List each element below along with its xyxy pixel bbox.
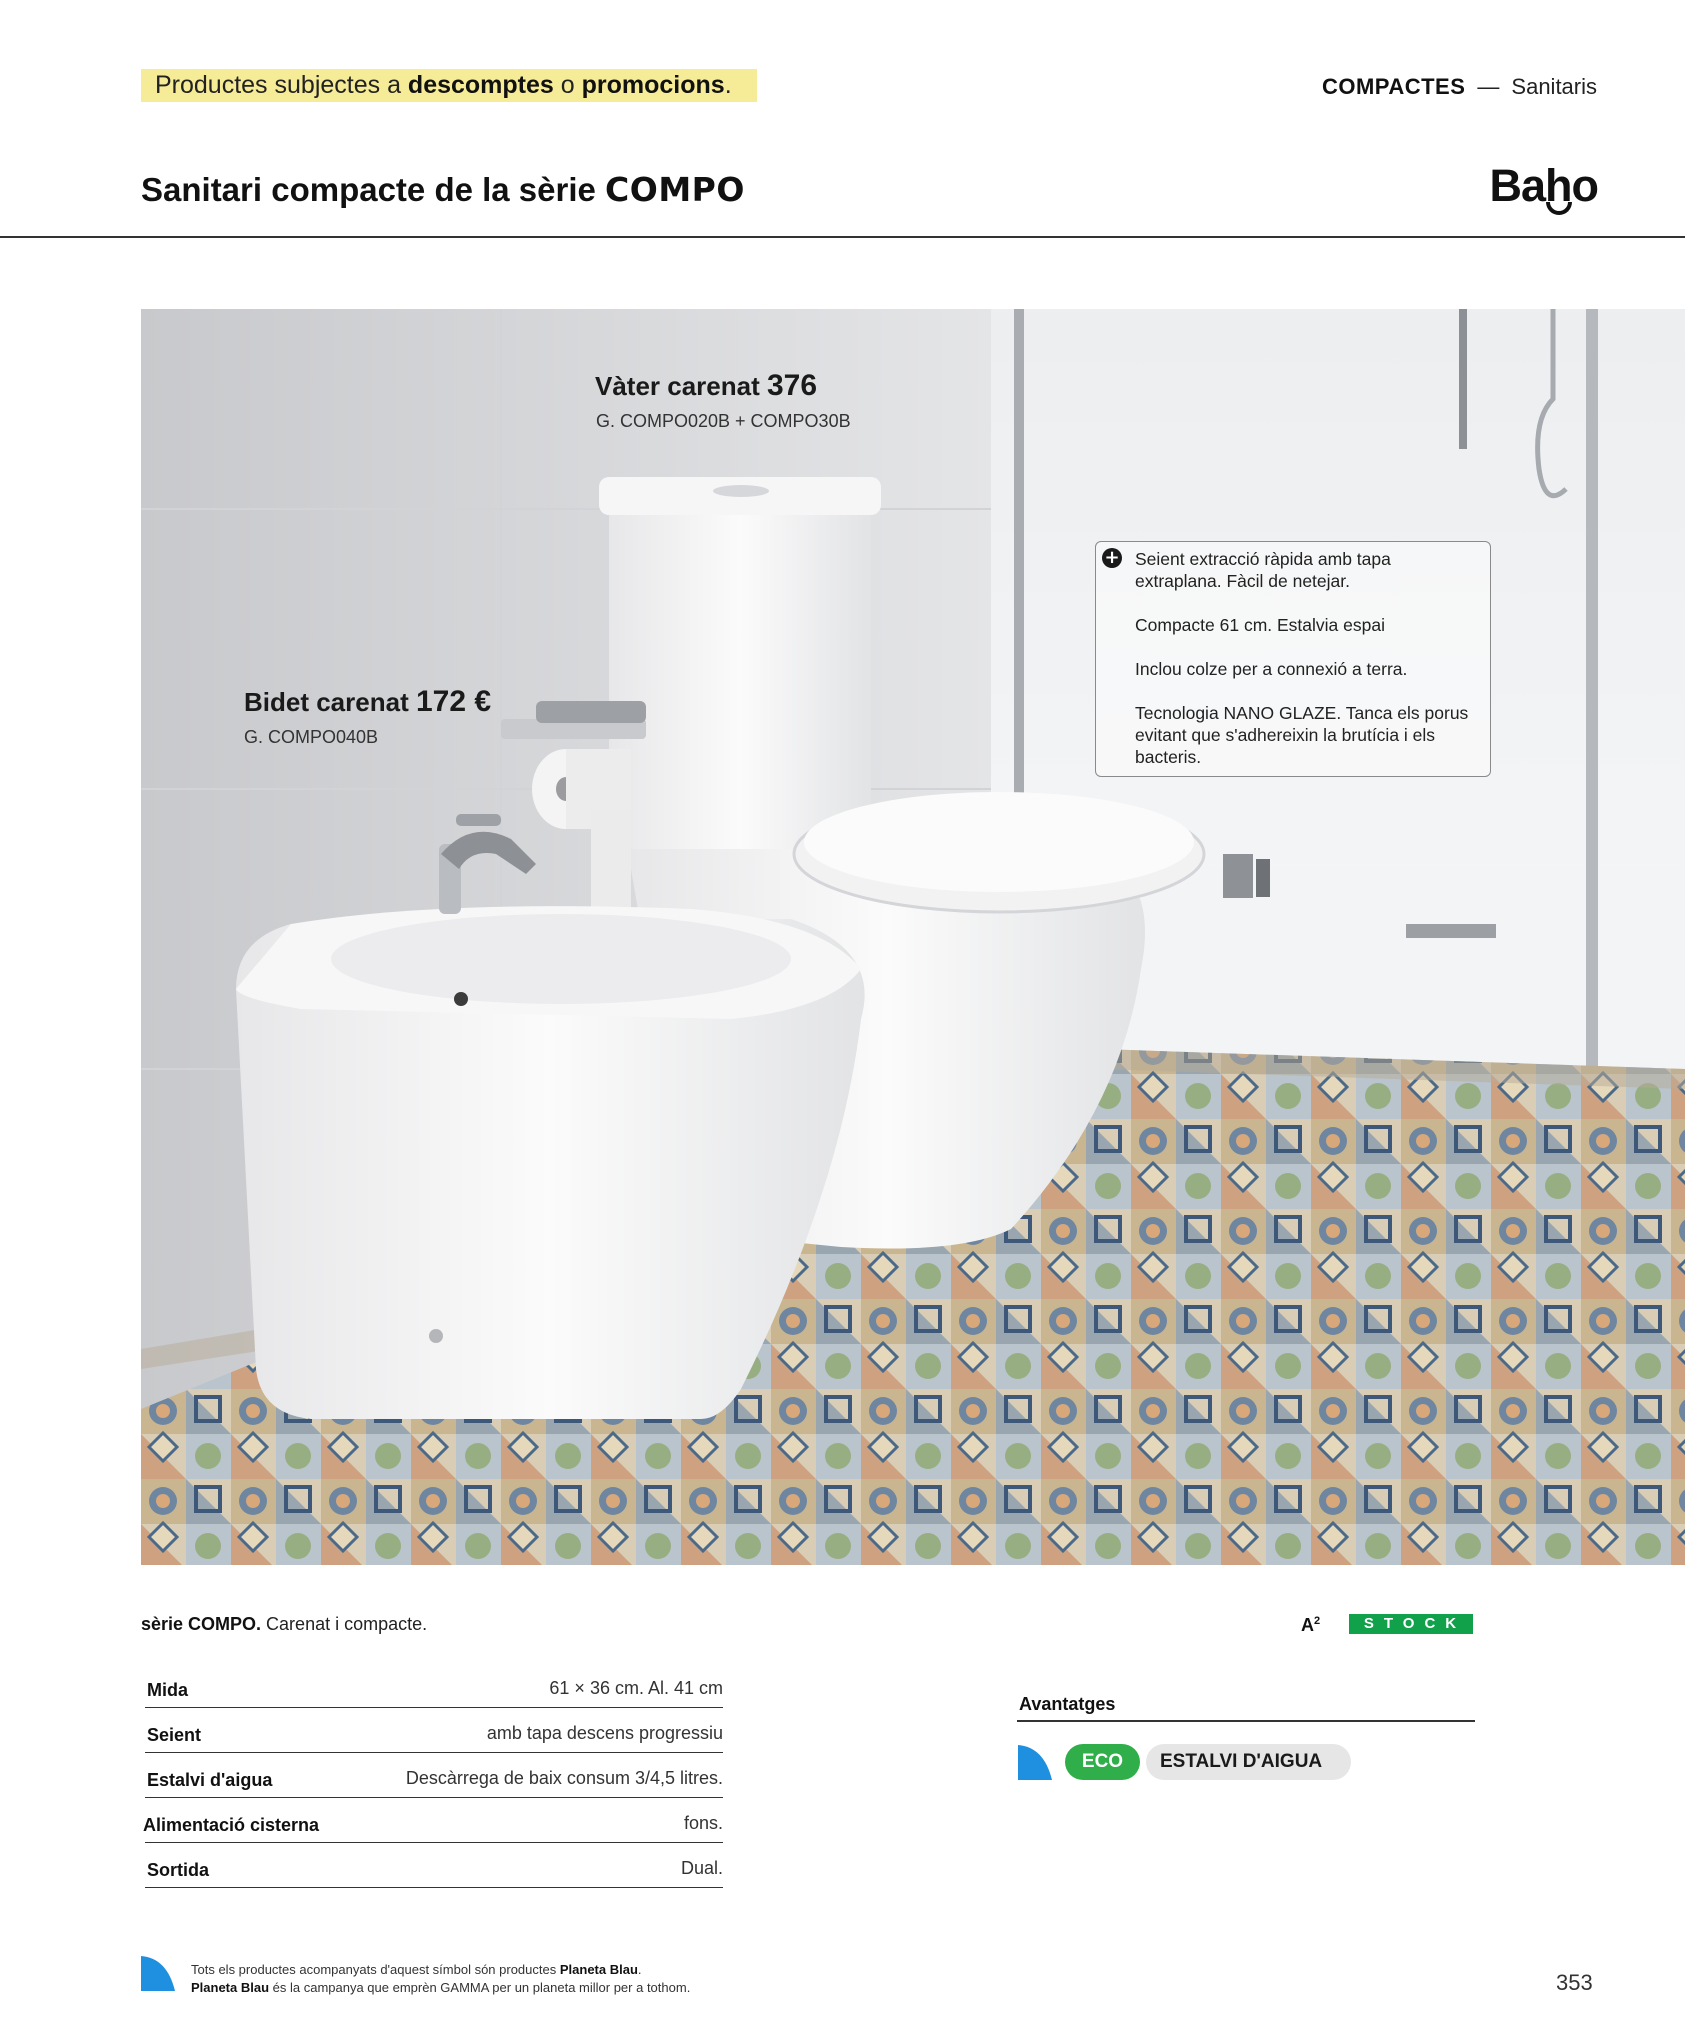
energy-sup: 2 [1314,1615,1321,1627]
energy-label: A [1301,1615,1314,1635]
advantages-title: Avantatges [1019,1694,1116,1714]
spec-label: Sortida [147,1860,210,1880]
spec-row [145,1798,723,1843]
bidet-code: G. COMPO040B [244,727,379,747]
water-saving-badge: ESTALVI D'AIGUA [1146,1744,1351,1780]
stock-badge: STOCK [1349,1614,1473,1634]
plus-circle-icon: + [1102,548,1122,568]
spec-row [145,1753,723,1798]
feature-item: Inclou colze per a connexió a terra. [1135,659,1408,679]
feature-item: Seient extracció ràpida amb tapa extraplana. Fàcil de netejar. [1135,549,1391,591]
planeta-blau-icon [141,1956,175,1991]
feature-item: Compacte 61 cm. Estalvia espai [1135,615,1385,635]
bidet-name: Bidet carenat [244,687,409,717]
spec-label: Mida [147,1680,189,1700]
spec-value: Descàrrega de baix consum 3/4,5 litres. [405,1768,723,1788]
footer-note [191,1961,690,1997]
footer-line-1 [191,1961,690,1979]
product-photo [141,309,1685,1565]
toilet-name: Vàter carenat [595,371,760,401]
promo-prefix: Productes subjectes a [155,71,408,99]
spec-row [145,1663,723,1708]
brand-logo: Baho [1489,160,1598,211]
spec-label: Seient [147,1725,202,1745]
toilet-product-name [595,369,817,403]
section-main: COMPACTES [1321,74,1466,99]
toilet-code: G. COMPO020B + COMPO30B [596,411,851,431]
section-dash: — [1477,74,1500,99]
promo-mid: o [553,71,582,99]
series-caption [141,1614,427,1635]
spec-row [145,1708,723,1753]
promo-suffix: . [724,71,732,99]
page-title [141,170,745,209]
promo-banner [141,69,757,102]
spec-row [145,1843,723,1888]
footer-line-2-text: és la campanya que emprèn GAMMA per un planeta millor per a tothom. [269,1980,691,1995]
spec-label: Estalvi d'aigua [147,1770,273,1790]
toilet-price: 376 [767,369,818,402]
caption-text: Carenat i compacte. [261,1614,428,1634]
spec-label: Alimentació cisterna [143,1815,320,1835]
energy-class [1301,1615,1320,1636]
header-divider [0,236,1685,238]
section-sub: Sanitaris [1511,74,1597,99]
brand-smile-icon [1546,202,1572,215]
footer-line-2-bold: Planeta Blau [191,1980,270,1995]
footer-line-1-bold: Planeta Blau [559,1962,638,1977]
feature-item: Tecnologia NANO GLAZE. Tanca els porus evitant que s'adhereixin la brutícia i els bacteris. [1135,703,1469,767]
footer-line-2 [191,1979,690,1997]
caption-series: sèrie COMPO. [141,1614,262,1634]
promo-bold-discounts: descomptes [407,71,554,99]
promo-bold-promotions: promocions [581,71,725,99]
advantages-divider [1017,1720,1475,1722]
spec-value: amb tapa descens progressiu [486,1723,723,1743]
bathroom-illustration [141,309,1685,1565]
planeta-blau-icon [1018,1745,1052,1780]
spec-value: Dual. [680,1858,723,1878]
bidet-product-name [244,685,491,719]
page-number: 353 [1556,1970,1593,1995]
spec-value: fons. [683,1813,723,1833]
title-series: COMPO [605,170,745,209]
section-breadcrumb [1322,74,1597,100]
footer-line-1-text: Tots els productes acompanyats d'aquest símbol són productes [191,1962,560,1977]
eco-badge: ECO [1065,1744,1140,1780]
footer-line-1-suffix: . [637,1962,642,1977]
bidet-price: 172 € [415,685,492,718]
title-prefix: Sanitari compacte de la sèrie [141,171,606,208]
spec-value: 61 × 36 cm. Al. 41 cm [549,1678,723,1698]
